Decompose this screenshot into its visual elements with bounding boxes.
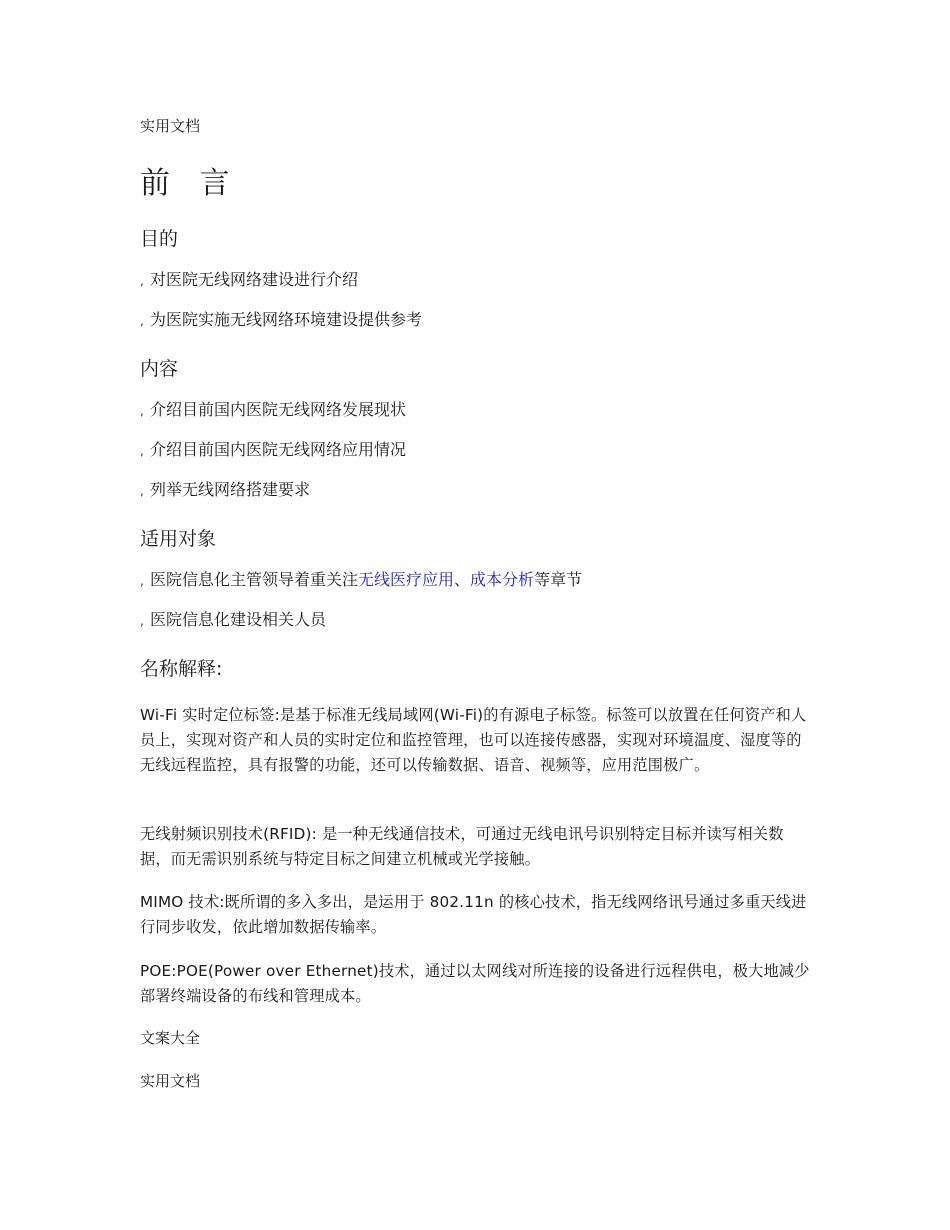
page-footer-label: 文案大全 (140, 1029, 201, 1047)
list-item (140, 479, 310, 502)
list-item-text: 介绍目前国内医院无线网络应用情况 (150, 440, 407, 459)
list-item-text-suffix: 等章节 (534, 570, 583, 589)
list-item (140, 399, 406, 422)
list-item-text: 为医院实施无线网络环境建设提供参考 (150, 310, 423, 329)
glossary-paragraph-poe: POE:POE(Power over Ethernet)技术，通过以太网线对所连接的设备进行远程供电，极大地减少部署终端设备的布线和管理成本。 (140, 962, 810, 1005)
bullet-mark: , (140, 314, 144, 328)
section-heading-audience: 适用对象 (140, 528, 217, 550)
list-item (140, 439, 406, 462)
bullet-mark: , (140, 274, 144, 288)
bullet-mark: , (140, 404, 144, 418)
page-title: 前 言 (140, 166, 240, 201)
glossary-paragraph-rfid: 无线射频识别技术(RFID): 是一种无线通信技术，可通过无线电讯号识别特定目标并读写相关数据，而无需识别系统与特定目标之间建立机械或光学接触。 (140, 825, 784, 868)
list-item (140, 609, 326, 632)
list-item-separator: 、 (454, 570, 471, 589)
link-wireless-medical-apps[interactable]: 无线医疗应用 (358, 570, 455, 589)
list-item-text: 列举无线网络搭建要求 (150, 480, 311, 499)
list-item-text: 医院信息化主管领导着重关注 (150, 570, 359, 589)
section-heading-content: 内容 (140, 358, 179, 380)
link-cost-analysis[interactable]: 成本分析 (470, 570, 535, 589)
glossary-paragraph-mimo: MIMO 技术:既所谓的多入多出，是运用于 802.11n 的核心技术，指无线网络讯号通过多重天线进行同步收发，依此增加数据传输率。 (140, 893, 807, 936)
list-item (140, 309, 422, 332)
list-item-text: 对医院无线网络建设进行介绍 (150, 270, 359, 289)
list-item-text: 介绍目前国内医院无线网络发展现状 (150, 400, 407, 419)
section-heading-glossary: 名称解释: (140, 658, 223, 680)
section-heading-purpose: 目的 (140, 228, 179, 250)
next-page-header-label: 实用文档 (140, 1072, 201, 1090)
list-item (140, 269, 358, 292)
list-item-text: 医院信息化建设相关人员 (150, 610, 327, 629)
bullet-mark: , (140, 444, 144, 458)
page-header-label: 实用文档 (140, 117, 201, 135)
list-item (140, 569, 582, 592)
bullet-mark: , (140, 484, 144, 498)
bullet-mark: , (140, 574, 144, 588)
bullet-mark: , (140, 614, 144, 628)
glossary-paragraph-wifi-tag: Wi-Fi 实时定位标签:是基于标准无线局域网(Wi-Fi)的有源电子标签。标签可以放置在任何资产和人员上，实现对资产和人员的实时定位和监控管理，也可以连接传感器，实现对环境温度、湿度等的无线远程监控，具有报警的功能，还可以传输数据、语音、视频等，应用范围极广。 (140, 706, 807, 774)
